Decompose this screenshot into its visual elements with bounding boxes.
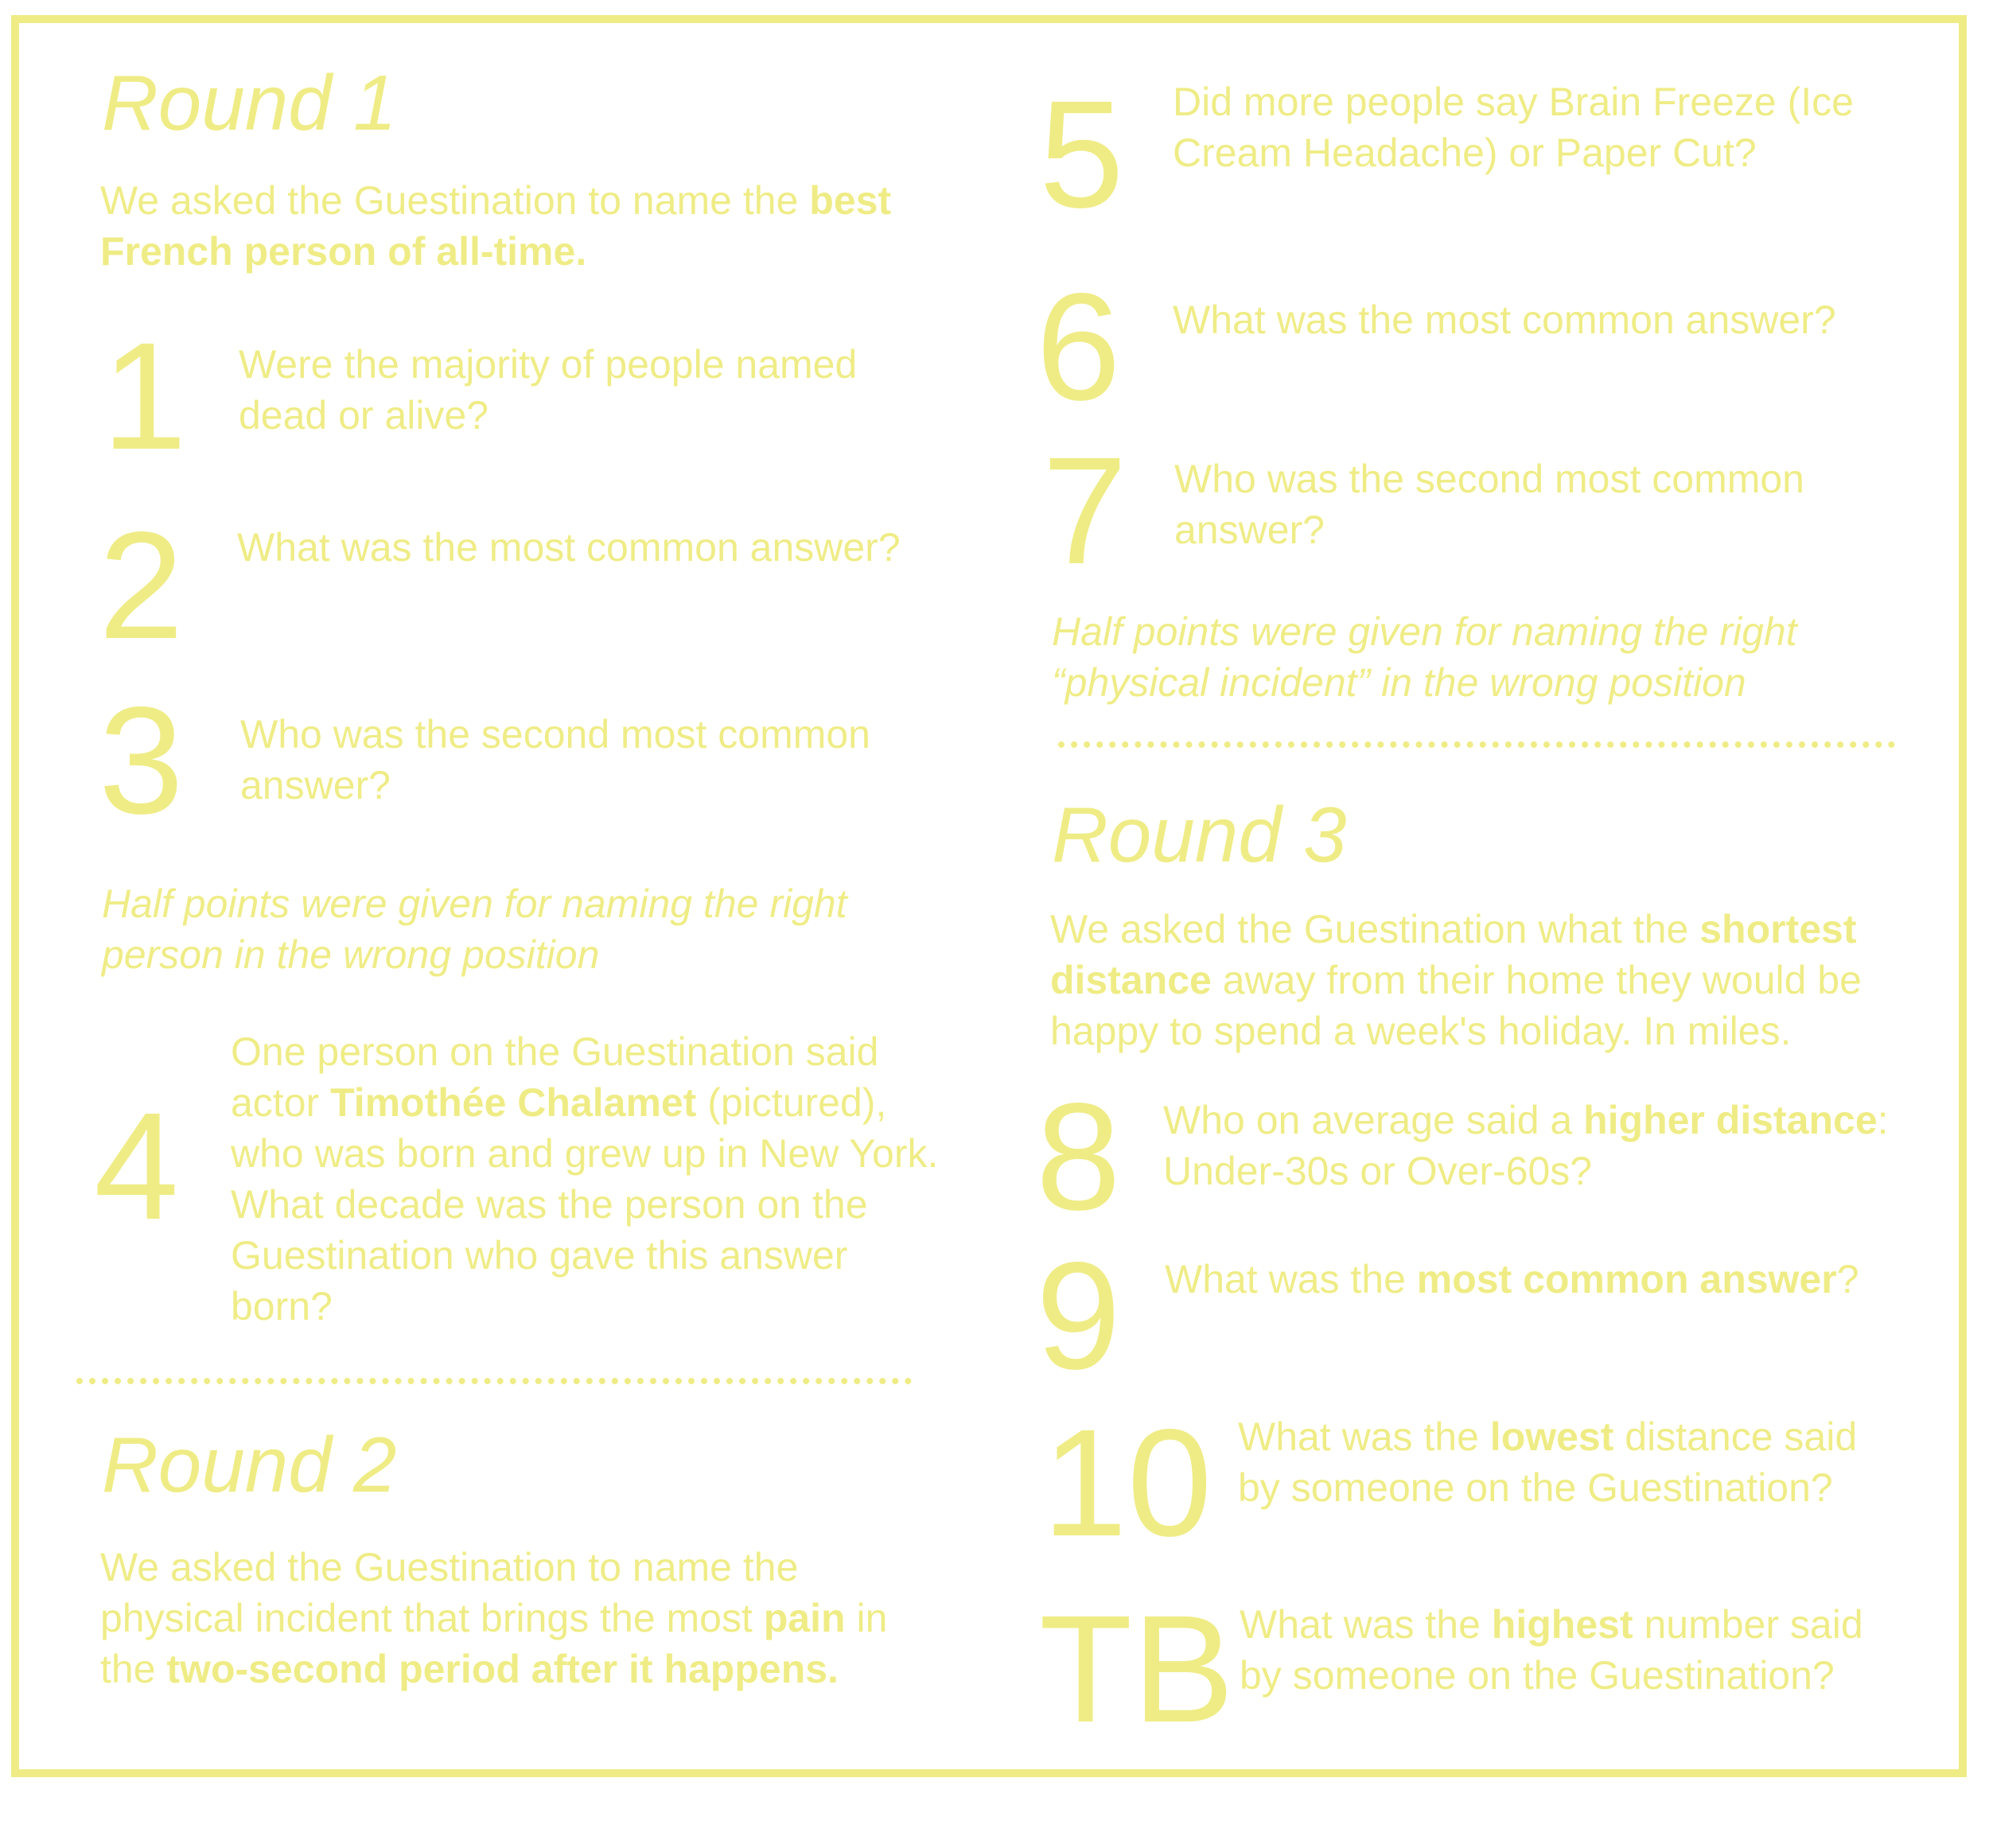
question-8-text: Who on average said a higher distance: Under-30s or Over-60s? — [1163, 1098, 1889, 1193]
timothee-chalamet-bold: Timothée Chalamet — [330, 1080, 697, 1125]
question-number-8: 8 — [1036, 1071, 1121, 1242]
highest-bold: highest — [1491, 1602, 1633, 1647]
round-3-title: Round 3 — [1052, 791, 1347, 878]
higher-distance-bold: higher distance — [1583, 1098, 1878, 1142]
round-2-title: Round 2 — [102, 1421, 397, 1508]
question-number-3: 3 — [99, 675, 184, 846]
round-1-intro-text: We asked the Guestination to name the — [100, 178, 810, 223]
question-number-4: 4 — [94, 1080, 179, 1251]
question-5-text: Did more people say Brain Freeze (Ice Cream Headache) or Paper Cut? — [1173, 80, 1854, 175]
question-1-text: Were the majority of people named dead or alive? — [239, 342, 858, 438]
question-number-tb: TB — [1039, 1583, 1235, 1754]
most-common-answer-bold: most common answer — [1416, 1257, 1837, 1301]
shortest-distance-bold: shortest distance — [1050, 907, 1857, 1002]
round-1-intro — [100, 175, 928, 277]
question-6-text: What was the most common answer? — [1173, 298, 1836, 342]
divider-right — [1058, 741, 1895, 748]
question-number-1: 1 — [102, 310, 187, 481]
question-number-5: 5 — [1039, 68, 1124, 239]
round-3-intro: We asked the Guestination what the shortest distance away from their home they would be happy to spend a week's holiday. In miles. — [1050, 907, 1862, 1053]
round-1-title: Round 1 — [102, 59, 397, 146]
round-1-note: Half points were given for naming the right person in the wrong position — [102, 881, 847, 977]
question-10-text: What was the lowest distance said by someone on the Guestination? — [1238, 1414, 1858, 1510]
divider-left — [76, 1378, 912, 1384]
question-3-text: Who was the second most common answer? — [240, 712, 870, 807]
round-2-note: Half points were given for naming the right “physical incident” in the wrong position — [1052, 609, 1797, 705]
question-number-2: 2 — [99, 500, 184, 671]
round-1-intro-bold: best French person of all-time. — [100, 178, 892, 274]
question-tb-text: What was the highest number said by someone on the Guestination? — [1240, 1602, 1863, 1698]
question-number-10: 10 — [1042, 1397, 1212, 1568]
question-number-6: 6 — [1036, 261, 1121, 432]
question-2-text: What was the most common answer? — [237, 525, 901, 570]
lowest-bold: lowest — [1489, 1414, 1614, 1459]
question-number-9: 9 — [1036, 1230, 1121, 1401]
pain-bold: pain — [763, 1596, 846, 1640]
question-4-text: One person on the Guestination said actor Timothée Chalamet (pictured), who was born and grew up in New York. What decade was the person on the Guestination who gave this answer born? — [231, 1029, 939, 1329]
question-7-text: Who was the second most common answer? — [1174, 457, 1804, 552]
question-9-text: What was the most common answer? — [1165, 1257, 1859, 1301]
round-2-intro: We asked the Guestination to name the physical incident that brings the most pain in the two-second period after it happens. — [100, 1545, 888, 1691]
two-second-bold: two-second period after it happens. — [166, 1647, 839, 1691]
question-number-7: 7 — [1042, 425, 1127, 596]
